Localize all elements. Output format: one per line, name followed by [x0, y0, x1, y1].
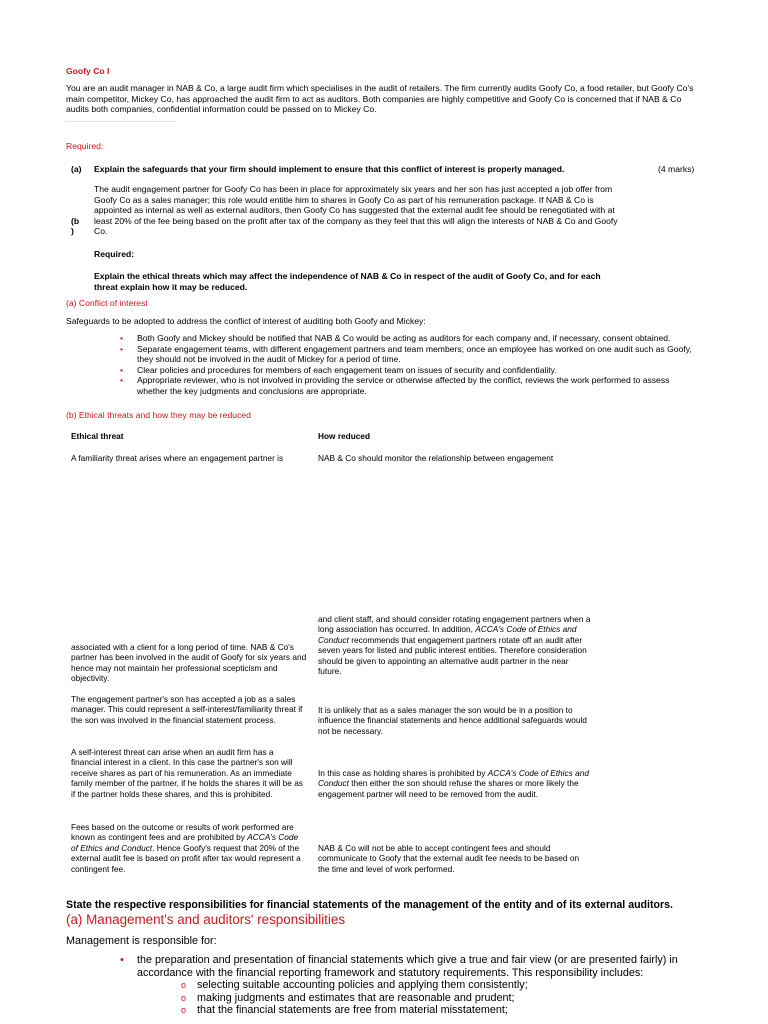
case-title: Goofy Co I [66, 66, 110, 76]
answer-a-heading: (a) Conflict of interest [66, 298, 148, 308]
table-cell-reduce-2: It is unlikely that as a sales manager the son would be in a position to influence the financial statements and hence additional safeguards would not be necessary. [318, 705, 587, 736]
circle-bullet-icon: o [181, 992, 187, 1003]
column-header-reduced: How reduced [318, 431, 371, 441]
table-cell-threat-4: Fees based on the outcome or results of work performed are known as contingent fees and are prohibited by ACCA's Code of Ethics and Conduct. Hence Goofy's request that 20% of the external audit fee is based on profit after tax would represent a contingent fee. [71, 822, 301, 874]
list-item: o that the financial statements are free from material misstatement; [181, 1004, 508, 1017]
table-cell-threat-2: The engagement partner's son has accepted a job as a sales manager. This could represent a self-interest/familiarity threat if the son was involved in the financial statement process. [71, 694, 303, 725]
question-a-text: Explain the safeguards that your firm should implement to ensure that this conflict of interest is properly managed. [94, 164, 565, 174]
table-cell-reduce-1-cont: and client staff, and should consider rotating engagement partners when a long association has occurred. In addition, ACCA's Code of Ethics and Conduct recommends that engagement partners rotate off an audit after seven years for listed and public interest entities. Therefore consideration should be given to appointing an alternative audit partner in the near future. [318, 614, 591, 677]
bullet-icon: • [120, 364, 124, 375]
question-a-label: (a) [71, 164, 82, 174]
list-item: • the preparation and presentation of financial statements which give a true and fair view (or are presented fairly) in accordance with the financial reporting framework and statutory requirements. This responsibility includes: [120, 954, 678, 979]
bullet-icon: • [120, 333, 124, 343]
answer-a-lead: Safeguards to be adopted to address the conflict of interest of auditing both Goofy and Mickey: [66, 316, 426, 326]
question-a-marks: (4 marks) [658, 164, 695, 174]
list-item: o making judgments and estimates that are reasonable and prudent; [181, 991, 515, 1004]
part-two-lead: Management is responsible for: [66, 935, 217, 947]
list-item: • Clear policies and procedures for members of each engagement team on issues of security and confidentiality. [120, 364, 557, 375]
table-cell-reduce-1: NAB & Co should monitor the relationship between engagement [318, 453, 554, 463]
management-list [120, 954, 697, 979]
question-b-task: Explain the ethical threats which may affect the independence of NAB & Co in respect of the audit of Goofy Co, and for each threat explain how it may be reduced. [94, 271, 601, 292]
list-item: • Both Goofy and Mickey should be notified that NAB & Co would be acting as auditors for each company and, if necessary, consent obtained. [120, 333, 671, 343]
table-cell-reduce-4: NAB & Co will not be able to accept contingent fees and should communicate to Goofy that the external audit fee needs to be based on the time and level of work performed. [318, 843, 580, 874]
question-b-required: Required: [94, 249, 135, 259]
table-cell-threat-1-cont: associated with a client for a long period of time. NAB & Co's partner has been involved in the audit of Goofy for six years and hence may not maintain her professional scepticism and objectivity. [71, 642, 307, 684]
table-cell-threat-3: A self-interest threat can arise when an audit firm has a financial interest in a client. In this case the partner's son will receive shares as part of his remuneration. As an immediate family member of the partner, if he holds the shares it will be as if the partner holds these shares, and this is prohibited. [71, 747, 303, 799]
required-label: Required: [66, 141, 104, 151]
list-item: o selecting suitable accounting policies and applying them consistently; [181, 979, 528, 991]
list-item: • Appropriate reviewer, who is not involved in providing the service or otherwise affected by the conflict, reviews the work performed to assess whether the key judgments and conclusions are appropriate. [120, 375, 670, 396]
bullet-icon: • [120, 343, 124, 354]
bullet-icon: • [120, 375, 124, 385]
case-intro: You are an audit manager in NAB & Co, a large audit firm which specialises in the audit of retailers. The firm currently audits Goofy Co, a food retailer, but Goofy Co's main competitor, Mickey Co, has approached the audit firm to act as auditors. Both companies are highly competitive and Goofy Co is concerned that if NAB & Co audits both companies, confidential information could be passed on to Mickey Co. [66, 83, 694, 114]
question-b-label: (b [71, 216, 80, 226]
table-cell-reduce-3: In this case as holding shares is prohibited by ACCA's Code of Ethics and Conduct then either the son should refuse the shares or more likely the engagement partner will need to be removed from the audit. [318, 768, 589, 799]
circle-bullet-icon: o [181, 980, 187, 990]
circle-bullet-icon: o [181, 1005, 187, 1016]
part-two-heading: (a) Management's and auditors' responsibilities [66, 912, 346, 927]
management-sub-list [181, 979, 697, 1017]
divider [66, 121, 176, 122]
table-cell-threat-1: A familiarity threat arises where an engagement partner is [71, 453, 284, 463]
part-two-question: State the respective responsibilities for financial statements of the management of the entity and of its external auditors. [66, 899, 673, 911]
answer-b-heading: (b) Ethical threats and how they may be reduced [66, 410, 251, 420]
bullet-icon: • [120, 954, 124, 966]
safeguards-list [120, 333, 702, 396]
question-b-text: The audit engagement partner for Goofy Co has been in place for approximately six years and her son has just accepted a job offer from Goofy Co as a sales manager; this role would entitle him to shares in Goofy Co as part of his remuneration package. If NAB & Co is appointed as internal as well as external auditors, then Goofy Co has suggested that the external audit fee should be renegotiated with at least 20% of the fee being based on the profit after tax of the company as they feel that this will align the interests of NAB & Co and Goofy Co. [94, 184, 618, 236]
question-b-label-cont: ) [71, 226, 74, 236]
column-header-threat: Ethical threat [71, 431, 124, 441]
list-item: • Separate engagement teams, with different engagement partners and team members; once an employee has worked on one audit such as Goofy, they should not be involved in the audit of Mickey for a period of time. [120, 343, 692, 364]
